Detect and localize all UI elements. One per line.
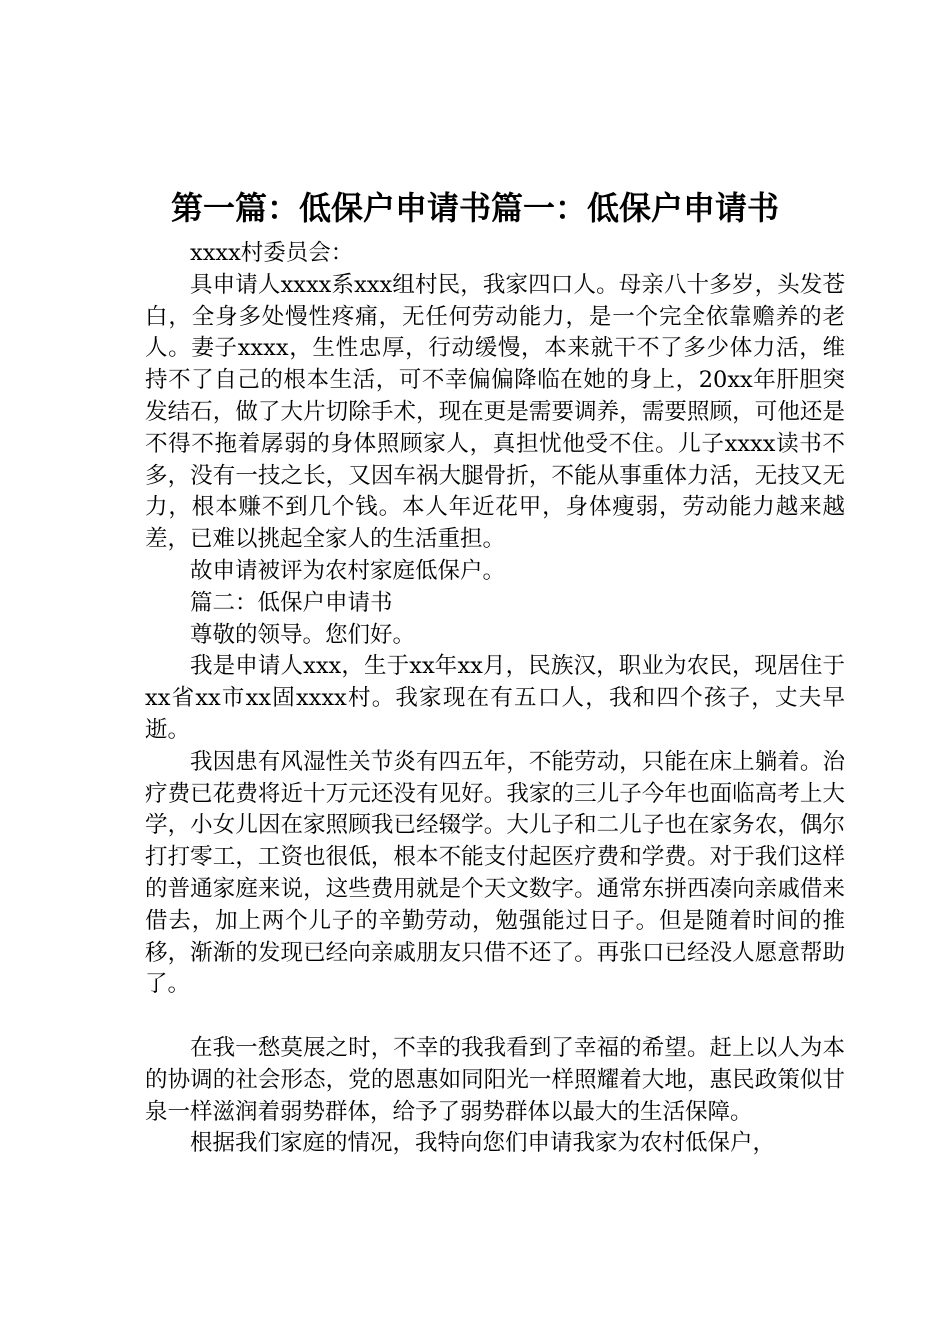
body-paragraph: 故申请被评为农村家庭低保户。 [190,557,506,584]
body-paragraph: 在我一愁莫展之时，不幸的我我看到了幸福的希望。赶上以人为本的协调的社会形态，党的恩惠如同阳光一样照耀着大地，惠民政策似甘泉一样滋润着弱势群体，给予了弱势群体以最大的生活保障。 [145,1034,845,1125]
salutation-paragraph: xxxx村委员会： [190,240,354,266]
body-paragraph: 根据我们家庭的情况，我特向您们申请我家为农村低保户， [190,1130,776,1157]
body-paragraph: 我是申请人xxx，生于xx年xx月，民族汉，职业为农民，现居住于xx省xx市xx固xxxx村。我家现在有五口人，我和四个孩子，丈夫早逝。 [145,653,845,743]
section-heading: 篇二：低保户申请书 [190,589,393,616]
document-body [145,238,845,1160]
body-paragraph: 我因患有风湿性关节炎有四五年，不能劳动，只能在床上躺着。治疗费已花费将近十万元还没有见好。我家的三儿子今年也面临高考上大学，小女儿因在家照顾我已经辍学。大儿子和二儿子也在家务农，偶尔打打零工，工资也很低，根本不能支付起医疗费和学费。对于我们这样的普通家庭来说，这些费用就是个天文数字。通常东拼西凑向亲戚借来借去，加上两个儿子的辛勤劳动，勉强能过日子。但是随着时间的推移，渐渐的发现已经向亲戚朋友只借不还了。再张口已经没人愿意帮助了。 [145,748,845,998]
salutation-paragraph: 尊敬的领导。您们好。 [190,621,416,648]
body-paragraph: 具申请人xxxx系xxx组村民，我家四口人。母亲八十多岁，头发苍白，全身多处慢性疼痛，无任何劳动能力，是一个完全依靠赡养的老人。妻子xxxx，生性忠厚，行动缓慢，本来就干不了多少体力活，维持不了自己的根本生活，可不幸偏偏降临在她的身上，20xx年肝胆突发结石，做了大片切除手术，现在更是需要调养，需要照顾，可他还是不得不拖着孱弱的身体照顾家人，真担忧他受不住。儿子xxxx读书不多，没有一技之长，又因车祸大腿骨折，不能从事重体力活，无技又无力，根本赚不到几个钱。本人年近花甲，身体瘦弱，劳动能力越来越差，已难以挑起全家人的生活重担。 [145,271,845,553]
document-title: 第一篇：低保户申请书篇一：低保户申请书 [170,189,779,227]
